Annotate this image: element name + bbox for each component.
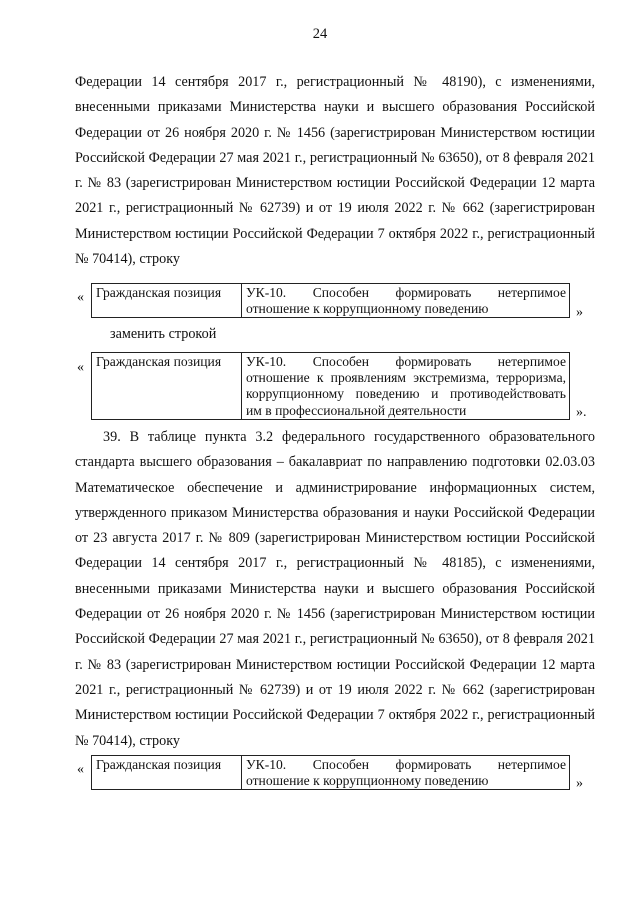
table2-line-4: им в профессиональной деятельности (246, 402, 467, 418)
table-row (92, 353, 570, 420)
page-number: 24 (312, 26, 328, 42)
table2-line-1: УК-10. Способен формировать нетерпимое (246, 354, 566, 369)
table1-close-quote: » (576, 305, 583, 320)
paragraph-item-39: 39. В таблице пункта 3.2 федерального государственного образовательного стандарта высшего образования – бакалавриат по направлению подготовки 02.03.03 Математическое обеспечение и администрирование информационных систем, утвержденного приказом Министерства образования и науки Российской Федерации от 23 августа 2017 г. № 809 (зарегистрирован Министерством юстиции Российской Федерации 14 сентября 2017 г., регистрационный № 48185), с изменениями, внесенными приказами Министерства науки и высшего образования Российской Федерации от 26 ноября 2020 г. № 1456 (зарегистрирован Министерством юстиции Российской Федерации 27 мая 2021 г., регистрационный № 63650), от 8 февраля 2021 г. № 83 (зарегистрирован Министерством юстиции Российской Федерации 12 марта 2021 г., регистрационный № 62739) и от 19 июля 2022 г. № 662 (зарегистрирован Министерством юстиции Российской Федерации 7 октября 2022 г., регистрационный № 70414), строку (75, 429, 595, 749)
table1 (91, 283, 570, 318)
table1-open-quote: « (77, 290, 84, 305)
table3-line-1: УК-10. Способен формировать нетерпимое (246, 757, 566, 772)
table1-competency-text (242, 284, 570, 318)
table-row (92, 756, 570, 790)
table-row (92, 284, 570, 318)
table2-competency-text (242, 353, 570, 420)
table3-competency-text (242, 756, 570, 790)
table2-line-2: отношение к проявлениям экстремизма, терроризма, (246, 370, 566, 386)
replace-instruction: заменить строкой (110, 326, 217, 342)
table1-line-2: отношение к коррупционному поведению (246, 301, 489, 317)
table1-line-1: УК-10. Способен формировать нетерпимое (246, 285, 566, 300)
table3-open-quote: « (77, 762, 84, 777)
paragraph-amendment-context: Федерации 14 сентября 2017 г., регистрационный № 48190), с изменениями, внесенными приказами Министерства науки и высшего образования Российской Федерации от 26 ноября 2020 г. № 1456 (зарегистрирован Министерством юстиции Российской Федерации 27 мая 2021 г., регистрационный № 63650), от 8 февраля 2021 г. № 83 (зарегистрирован Министерством юстиции Российской Федерации 12 марта 2021 г., регистрационный № 62739) и от 19 июля 2022 г. № 662 (зарегистрирован Министерством юстиции Российской Федерации 7 октября 2022 г., регистрационный № 70414), строку (75, 74, 595, 268)
table2-line-3: коррупционному поведению и противодействовать (246, 386, 566, 402)
table3 (91, 755, 570, 790)
table2-close-quote: ». (576, 405, 587, 420)
table3-line-2: отношение к коррупционному поведению (246, 773, 489, 789)
table3-competency-group: Гражданская позиция (92, 756, 242, 790)
table1-competency-group: Гражданская позиция (92, 284, 242, 318)
table2-competency-group: Гражданская позиция (92, 353, 242, 420)
table2-open-quote: « (77, 360, 84, 375)
table2 (91, 352, 570, 420)
table3-close-quote: » (576, 776, 583, 791)
